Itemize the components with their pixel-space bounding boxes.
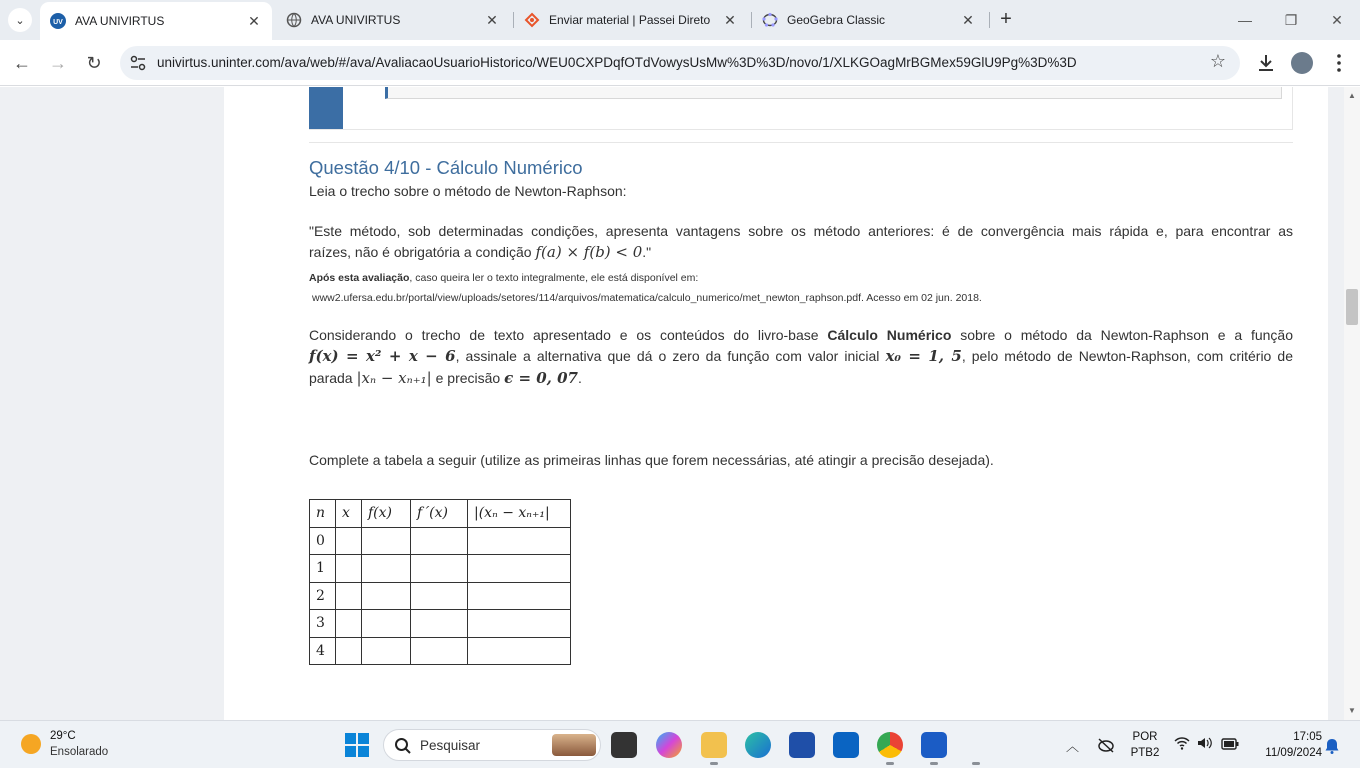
uv-logo-icon	[50, 13, 66, 29]
bookmark-star-icon[interactable]: ☆	[1209, 51, 1226, 71]
body-text: .	[578, 370, 582, 386]
search-highlight-image	[552, 734, 596, 756]
site-info-icon[interactable]	[128, 53, 148, 73]
weather-temperature[interactable]: 29°C	[50, 730, 76, 742]
table-cell	[411, 527, 468, 555]
close-icon: ✕	[1331, 12, 1343, 28]
quote-end: ."	[642, 244, 652, 260]
passei-direto-icon	[524, 12, 540, 28]
close-icon[interactable]: ✕	[486, 11, 498, 28]
previous-question-marker	[309, 87, 343, 129]
chrome-icon[interactable]	[877, 732, 903, 758]
body-line-2	[309, 346, 1293, 367]
chevron-down-icon: ⌄	[15, 14, 25, 27]
address-bar[interactable]	[120, 46, 1240, 80]
outlook-icon[interactable]	[833, 732, 859, 758]
previous-answer-field	[385, 87, 1282, 99]
table-cell	[468, 582, 571, 610]
edge-icon[interactable]	[745, 732, 771, 758]
table-cell	[362, 637, 411, 665]
running-indicator	[972, 762, 980, 765]
browser-toolbar	[0, 40, 1360, 86]
body-text: Considerando o trecho de texto apresentado e os conteúdos do livro-base	[309, 327, 828, 343]
restore-button[interactable]	[1268, 6, 1314, 34]
keyboard-layout[interactable]: PTB2	[1130, 747, 1160, 759]
header-dfx: f´(x)	[411, 500, 468, 528]
chevron-up-icon[interactable]: ︿	[1066, 739, 1080, 754]
question-title: Questão 4/10 - Cálculo Numérico	[309, 157, 583, 178]
tab-title: AVA UNIVIRTUS	[311, 13, 401, 27]
table-cell	[336, 582, 362, 610]
windows-start-icon[interactable]	[345, 733, 369, 762]
row-index: 2	[310, 582, 336, 610]
weather-description[interactable]: Ensolarado	[50, 746, 109, 758]
table-header-row	[310, 500, 571, 528]
row-index: 4	[310, 637, 336, 665]
question-intro: Leia o trecho sobre o método de Newton-Raphson:	[309, 183, 627, 199]
table-cell	[468, 555, 571, 583]
table-cell	[411, 610, 468, 638]
close-window-button[interactable]	[1314, 6, 1360, 34]
table-cell	[362, 555, 411, 583]
quote-text: raízes, não é obrigatória a condição	[309, 244, 536, 260]
table-cell	[362, 582, 411, 610]
tab-passei-direto[interactable]	[514, 0, 748, 40]
precision-formula: ϵ = 0, 07	[504, 369, 578, 387]
back-button[interactable]	[9, 50, 35, 76]
tab-geogebra[interactable]	[752, 0, 986, 40]
body-text: e precisão	[431, 370, 505, 386]
file-explorer-icon[interactable]	[701, 732, 727, 758]
clock-date[interactable]: 11/09/2024	[1265, 747, 1322, 759]
table-cell	[468, 610, 571, 638]
body-text: , pelo método de Newton-Raphson, com critério de	[961, 348, 1293, 364]
function-formula: f(x) = x² + x − 6	[309, 347, 456, 365]
table-row	[310, 582, 571, 610]
body-line-1	[309, 325, 1293, 346]
iteration-table	[309, 499, 571, 665]
running-indicator	[710, 762, 718, 765]
body-line-3	[309, 368, 1293, 389]
table-cell	[336, 555, 362, 583]
minimize-icon: —	[1238, 12, 1252, 28]
scroll-up-icon[interactable]: ▲	[1348, 91, 1356, 100]
search-label: Pesquisar	[420, 738, 481, 753]
source-note	[309, 272, 698, 284]
reload-button[interactable]	[81, 50, 107, 76]
word-icon[interactable]	[921, 732, 947, 758]
header-n: n	[310, 500, 336, 528]
header-x: x	[336, 500, 362, 528]
running-indicator	[930, 762, 938, 765]
wifi-icon[interactable]	[1174, 736, 1190, 755]
header-diff: |(xₙ − xₙ₊₁|	[468, 500, 571, 528]
table-row	[310, 555, 571, 583]
tab-separator	[989, 12, 990, 28]
sun-icon[interactable]	[21, 734, 41, 754]
table-cell	[411, 555, 468, 583]
table-row	[310, 637, 571, 665]
divider	[309, 142, 1293, 143]
store-icon[interactable]	[789, 732, 815, 758]
task-view-icon[interactable]	[611, 732, 637, 758]
book-title: Cálculo Numérico	[827, 327, 952, 343]
arrow-right-icon: →	[49, 53, 67, 73]
forward-button[interactable]	[45, 50, 71, 76]
svg-text:UV: UV	[53, 19, 63, 26]
table-cell	[411, 637, 468, 665]
download-icon[interactable]	[1255, 52, 1277, 74]
tab-title: AVA UNIVIRTUS	[75, 14, 165, 28]
table-row	[310, 610, 571, 638]
tab-ava-univirtus-2[interactable]	[276, 0, 510, 40]
search-icon	[394, 737, 412, 760]
table-cell	[468, 527, 571, 555]
scrollbar-thumb[interactable]	[1346, 289, 1358, 325]
tab-search-dropdown[interactable]	[8, 8, 32, 32]
source-note-bold: Após esta avaliação	[309, 272, 410, 284]
profile-avatar[interactable]	[1291, 52, 1313, 74]
more-menu-icon[interactable]	[1328, 52, 1350, 74]
reload-icon: ↻	[86, 53, 102, 73]
table-cell	[468, 637, 571, 665]
scroll-down-icon[interactable]: ▼	[1348, 706, 1356, 715]
row-index: 1	[310, 555, 336, 583]
initial-value-formula: x₀ = 1, 5	[885, 347, 962, 365]
body-text: parada	[309, 370, 357, 386]
source-note-text: , caso queira ler o texto integralmente, ele está disponível em:	[409, 272, 699, 284]
clock-time[interactable]: 17:05	[1293, 731, 1322, 743]
table-cell	[336, 527, 362, 555]
onedrive-icon[interactable]	[1097, 737, 1115, 758]
tab-title: Enviar material | Passei Direto	[549, 13, 711, 27]
volume-icon[interactable]	[1197, 736, 1213, 755]
quote-line-1: "Este método, sob determinadas condições, apresenta vantagens sobre os método anteriores: é de convergência mais rápida e, para encontrar as	[309, 223, 1293, 239]
windows-taskbar	[0, 720, 1360, 768]
plus-icon: +	[1000, 8, 1012, 30]
body-text: , assinale a alternativa que dá o zero da função com valor inicial	[455, 348, 886, 364]
table-row	[310, 527, 571, 555]
url-text[interactable]: univirtus.uninter.com/ava/web/#/ava/AvaliacaoUsuarioHistorico/WEU0CXPDqfOTdVowysUsMw%3D%3D/novo/1/XLKGOagMrBGMex59GlU9Pg%3D%3D	[157, 55, 1077, 70]
row-index: 0	[310, 527, 336, 555]
table-cell	[336, 610, 362, 638]
arrow-left-icon: ←	[13, 53, 31, 73]
table-cell	[362, 610, 411, 638]
table-instruction: Complete a tabela a seguir (utilize as primeiras linhas que forem necessárias, até atingir a precisão desejada).	[309, 452, 994, 468]
globe-icon	[286, 12, 302, 28]
taskbar-search[interactable]	[383, 729, 601, 761]
copilot-icon[interactable]	[656, 732, 682, 758]
stop-criterion-formula: |xₙ − xₙ₊₁|	[356, 369, 432, 387]
header-fx: f(x)	[362, 500, 411, 528]
table-cell	[362, 527, 411, 555]
question-content	[224, 87, 1328, 720]
close-icon[interactable]: ✕	[724, 11, 736, 28]
tab-title: GeoGebra Classic	[787, 13, 886, 27]
battery-icon[interactable]	[1221, 737, 1239, 755]
tab-strip	[0, 0, 1360, 40]
minimize-button[interactable]	[1222, 6, 1268, 34]
new-tab-button[interactable]	[994, 8, 1018, 32]
page-scrollbar[interactable]	[1344, 87, 1360, 720]
table-cell	[336, 637, 362, 665]
geogebra-icon	[762, 12, 778, 28]
restore-icon: ❐	[1284, 12, 1298, 28]
source-url: www2.ufersa.edu.br/portal/view/uploads/setores/114/arquivos/matematica/calculo_numerico/met_newton_raphson.pdf. Acesso em 02 jun. 2018.	[312, 292, 982, 304]
close-icon[interactable]: ✕	[962, 11, 974, 28]
language-indicator[interactable]: POR	[1132, 731, 1158, 743]
running-indicator	[886, 762, 894, 765]
tab-ava-univirtus-1[interactable]	[40, 2, 272, 40]
row-index: 3	[310, 610, 336, 638]
quote-line-2	[309, 242, 1293, 263]
condition-formula: f(a) × f(b) < 0	[535, 243, 643, 261]
table-cell	[411, 582, 468, 610]
notification-bell-icon[interactable]	[1325, 738, 1339, 759]
close-icon[interactable]: ✕	[248, 12, 260, 29]
body-text: sobre o método da Newton-Raphson e a função	[951, 327, 1293, 343]
